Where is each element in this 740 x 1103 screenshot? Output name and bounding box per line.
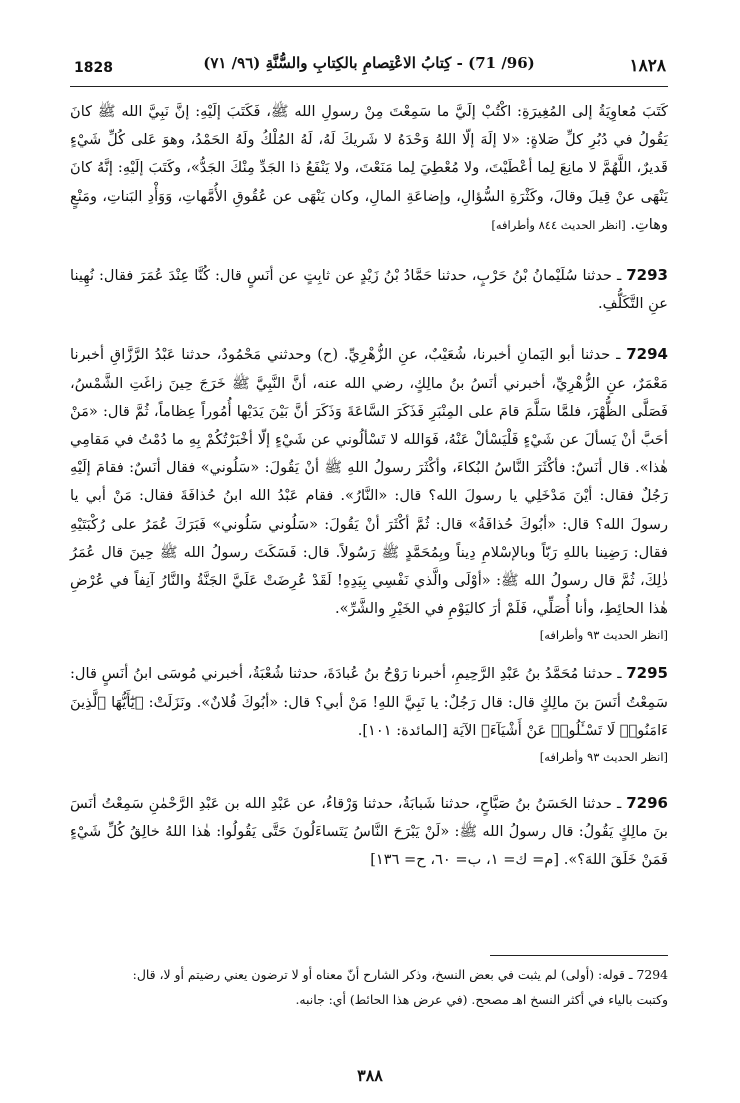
hadith-continuation: [70, 98, 668, 239]
footnote-line: 7294 ـ قوله: (أولى) لم يثبت في بعض النسخ، وذكر الشارح أنّ معناه أو لا ترضون يعني رضيتم أو لا، قال:: [132, 967, 668, 982]
hadith-number: 7294: [626, 345, 668, 364]
main-text: [70, 98, 668, 875]
hadith-number: 7296: [626, 794, 668, 813]
page-number-footer: ٣٨٨: [357, 1066, 383, 1085]
hadith-number: 7293: [626, 266, 668, 285]
hadith-text: ـ حدثنا سُلَيْمانُ بْنُ حَرْبٍ، حدثنا حَمَّادُ بْنُ زَيْدٍ عن ثابِتٍ عن أنَسٍ قال: كُنَّا عِنْدَ عُمَرَ فقال: نُهِينا عنِ التَّكَلُّفِ.: [70, 267, 668, 313]
hadith-reference: [انظر الحديث ٩٣ وأطرافه]: [539, 750, 668, 765]
hadith-7294: [70, 340, 668, 623]
hadith-text: ـ حدثنا أبو اليَمانِ أخبرنا، شُعَيْبٌ، عنِ الزُّهْرِيِّ. (ح) وحدثني مَحْمُودٌ، حدثنا عَبْدُ الرَّزَّاقِ أخبرنا مَعْمَرٌ، عنِ الزُّهْرِيِّ، أخبرني أنَسُ بنُ مالِكٍ، رضي الله عنه، أنَّ النَّبِيَّ ﷺ خَرَجَ حِينَ زاغَتِ الشَّمْسُ، فَصَلَّى الظُّهْرَ، فلمَّا سَلَّمَ قامَ على المِنْبَرِ فَذَكَرَ السَّاعَةَ وَذَكَرَ أنَّ بَيْنَ يَدَيْها أُمُوراً عِظاماً، ثُمَّ قال: «مَنْ أحَبَّ أنْ يَسألَ عن شَيْءٍ فَلْيَسْألْ عَنْهُ، فَوَالله لا تَسْألُوني عن شَيْءٍ إلّا أخْبَرْتُكُمْ بِهِ ما دُمْتُ في مَقامِي هٰذا». قال أنَسٌ: فأكْثَرَ النَّاسُ البُكاءَ، وأكْثَرَ رسولُ اللهِ ﷺ أنْ يَقُولَ: «سَلُوني» فقال أنَسٌ: فقامَ إلَيْهِ رَجُلٌ فقال: أيْنَ مَدْخَلِي يا رسولَ الله؟ قال: «النَّارُ». فقام عَبْدُ الله ابنُ حُذافَةَ فقال: مَنْ أبي يا رسولَ الله؟ قال: «أبُوكَ حُذافَةُ» قال: ثُمَّ أكْثَرَ أنْ يَقُولَ: «سَلُوني سَلُوني» فَبَرَكَ عُمَرُ على رُكْبَتَيْهِ فقال: رَضِينا باللهِ رَبّاً وبالإسْلامِ دِيناً وبِمُحَمَّدٍ ﷺ رَسُولاً. قال: فَسَكَتَ رسولُ الله ﷺ حِينَ قال عُمَرُ ذٰلِكَ، ثُمَّ قال رسولُ الله ﷺ: «أوْلَى والَّذي نَفْسِي بِيَدِهِ! لَقَدْ عُرِضَتْ عَلَيَّ الجَنَّةُ والنَّارُ آنِفاً في عُرْضِ هٰذا الحائِطِ، وأنا أُصَلِّي، فَلَمْ أرَ كاليَوْمِ في الخَيْرِ والشَّرِّ».: [70, 346, 668, 618]
running-title: (96/ 71) - كِتابُ الاعْتِصامِ بالكِتابِ والسُّنَّةِ (٩٦/ ٧١): [203, 54, 535, 72]
hadith-text: كَتَبَ مُعاوِيَةُ إلى المُغِيرَةِ: اكْتُبْ إلَيَّ ما سَمِعْتَ مِنْ رسولِ الله ﷺ، فَكَتَبَ إلَيْهِ: إنَّ نَبِيَّ الله ﷺ كانَ يَقُولُ في دُبُرِ كلِّ صَلاةٍ: «لا إلَهَ إلّا اللهُ وَحْدَهُ لا شَريكَ لَهُ، لَهُ المُلْكُ ولَهُ الحَمْدُ، وهوَ عَلى كُلِّ شَيْءٍ قَديرٌ، اللَّهُمَّ لا مانِعَ لِما أعْطَيْتَ، ولا مُعْطِيَ لِما مَنَعْتَ، ولا يَنْفَعُ ذا الجَدِّ مِنْكَ الجَدُّ»، وكَتَبَ إلَيْهِ: إنَّهُ كانَ يَنْهَى عنْ قِيلَ وقالَ، وكَثْرَةِ السُّؤالِ، وإضاعَةِ المالِ، وكان يَنْهَى عن عُقُوقِ الأُمَّهاتِ، وَوَأْدِ البَناتِ، ومَنْعٍ وهاتِ.: [70, 103, 668, 233]
footnote-divider: [490, 955, 668, 956]
hadith-number: 7295: [626, 664, 668, 683]
page-number-latin: 1828: [74, 60, 113, 76]
hadith-reference: [انظر الحديث ٨٤٤ وأطرافه]: [491, 217, 626, 232]
hadith-reference: [انظر الحديث ٩٣ وأطرافه]: [539, 628, 668, 643]
footnotes: [70, 962, 668, 1012]
hadith-7293: [70, 261, 668, 318]
hadith-7296: [70, 789, 668, 875]
page-number-arabic: ١٨٢٨: [629, 56, 666, 76]
hadith-text: ـ حدثنا مُحَمَّدُ بنُ عَبْدِ الرَّحِيمِ، أخبرنا رَوْحُ بنُ عُبادَةَ، حدثنا شُعْبَةُ، أخبرني مُوسَى ابنُ أنَسٍ قال: سَمِعْتُ أنَسَ بنَ مالِكٍ قال: قال رَجُلٌ: يا نَبِيَّ اللهِ! مَنْ أبي؟ قال: «أبُوكَ فُلانٌ». ونَزَلَتْ: ﴿يَٰٓأَيُّهَا ٱلَّذِينَ ءَامَنُوا۟ لَا تَسْـَٔلُوا۟ عَنْ أَشْيَآءَ﴾ الآيَة [المائدة: ١٠١].: [70, 665, 668, 739]
page-header: [70, 46, 668, 87]
footnote-line: وكتبت بالياء في أكثر النسخ اهـ مصحح. (في عرض هذا الحائط) أي: جانبه.: [295, 992, 668, 1007]
hadith-7295: [70, 659, 668, 745]
hadith-text: ـ حدثنا الحَسَنُ بنُ صَبَّاحٍ، حدثنا شَبابَةُ، حدثنا وَرْقاءُ، عن عَبْدِ الله بن عَبْدِ الرَّحْمٰنِ سَمِعْتُ أنَسَ بنَ مالِكٍ يَقُولُ: قال رسولُ الله ﷺ: «لَنْ يَبْرَحَ النَّاسُ يَتَساءَلُونَ حَتَّى يَقُولُوا: هٰذا اللهُ خالِقُ كُلِّ شَيْءٍ فَمَنْ خَلَقَ اللهَ؟». [م= ك= ١، ب= ٦٠، ح= ١٣٦]: [70, 795, 668, 869]
